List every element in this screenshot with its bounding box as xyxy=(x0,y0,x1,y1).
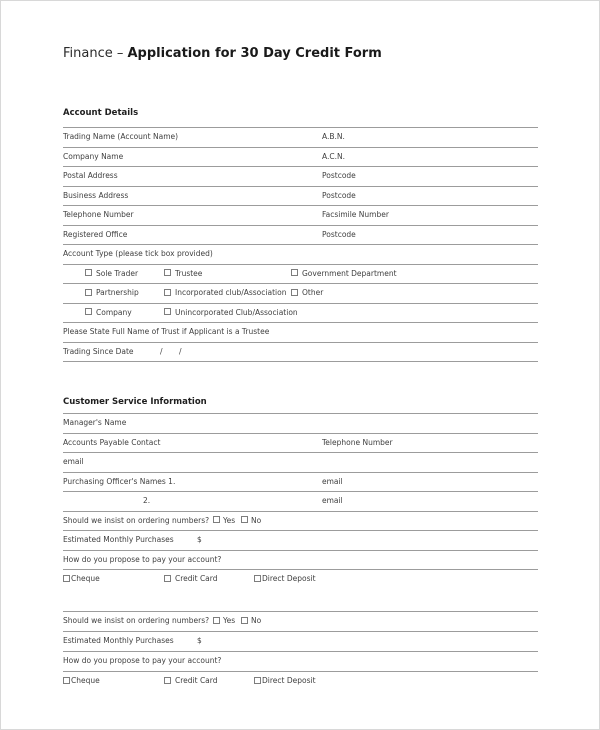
direct-deposit-checkbox[interactable] xyxy=(254,575,261,582)
registered-office-label: Registered Office xyxy=(63,229,128,239)
postal-address-label: Postal Address xyxy=(63,171,118,180)
ordering-numbers-question: Should we insist on ordering numbers? xyxy=(63,616,210,625)
credit-card-label: Credit Card xyxy=(175,574,218,583)
incorporated-club-option xyxy=(164,288,286,297)
unincorporated-club-label: Unincorporated Club/Association xyxy=(175,307,298,317)
field-row-trading-name xyxy=(63,127,538,147)
account-type-options-row-2 xyxy=(63,283,538,303)
credit-card-option xyxy=(164,676,217,685)
account-type-options-row-3 xyxy=(63,303,538,323)
page-title xyxy=(63,46,382,61)
accounts-payable-label: Accounts Payable Contact xyxy=(63,437,161,447)
telephone-number-label: Telephone Number xyxy=(63,210,134,219)
payment-question-row-1 xyxy=(63,550,538,570)
trust-name-label: Please State Full Name of Trust if Applicant is a Trustee xyxy=(63,327,270,336)
other-label: Other xyxy=(302,288,324,297)
managers-name-row xyxy=(63,413,538,433)
cheque-option xyxy=(63,676,100,685)
partnership-label: Partnership xyxy=(96,288,139,297)
credit-card-checkbox[interactable] xyxy=(164,575,171,582)
no-label: No xyxy=(251,616,262,625)
sole-trader-checkbox[interactable] xyxy=(85,269,92,276)
no-checkbox[interactable] xyxy=(241,617,248,624)
customer-service-heading: Customer Service Information xyxy=(63,397,207,407)
field-row-business-address xyxy=(63,186,538,206)
cheque-label: Cheque xyxy=(71,676,100,685)
incorporated-club-label: Incorporated club/Association xyxy=(175,288,287,297)
monthly-purchases-row-2 xyxy=(63,631,538,651)
company-option xyxy=(85,308,132,317)
postcode-label: Postcode xyxy=(322,229,356,239)
account-section-closing-line xyxy=(63,361,538,362)
yes-checkbox[interactable] xyxy=(213,617,220,624)
direct-deposit-option xyxy=(254,676,316,685)
direct-deposit-option xyxy=(254,574,316,583)
trust-name-row xyxy=(63,322,538,342)
acn-label: A.C.N. xyxy=(322,151,345,161)
credit-card-checkbox[interactable] xyxy=(164,677,171,684)
account-details-heading: Account Details xyxy=(63,108,139,118)
page-title-bold: Application for 30 Day Credit Form xyxy=(127,46,382,61)
monthly-purchases-label: Estimated Monthly Purchases xyxy=(63,535,174,544)
email-label: email xyxy=(63,457,84,466)
trustee-checkbox[interactable] xyxy=(164,269,171,276)
yes-checkbox[interactable] xyxy=(213,516,220,523)
unincorporated-club-option xyxy=(164,308,298,317)
ordering-numbers-row-1 xyxy=(63,511,538,531)
credit-card-label: Credit Card xyxy=(175,676,218,685)
yes-label: Yes xyxy=(223,515,236,525)
ordering-numbers-question: Should we insist on ordering numbers? xyxy=(63,515,210,525)
monthly-purchases-row-1 xyxy=(63,530,538,550)
field-row-telephone xyxy=(63,205,538,225)
yes-option xyxy=(213,516,235,525)
company-label: Company xyxy=(96,307,132,317)
trustee-option xyxy=(164,269,202,278)
partnership-option xyxy=(85,288,139,297)
postcode-label: Postcode xyxy=(322,171,356,180)
dollar-sign: $ xyxy=(197,535,202,544)
credit-card-option xyxy=(164,574,217,583)
yes-label: Yes xyxy=(223,616,236,625)
payment-options-row-1 xyxy=(63,569,538,589)
field-row-postal-address xyxy=(63,166,538,186)
trading-name-label: Trading Name (Account Name) xyxy=(63,132,179,141)
other-option xyxy=(291,288,323,297)
other-checkbox[interactable] xyxy=(291,289,298,296)
field-row-company-name xyxy=(63,147,538,167)
payment-question: How do you propose to pay your account? xyxy=(63,554,222,564)
ordering-numbers-row-2 xyxy=(63,611,538,631)
payment-question-row-2 xyxy=(63,651,538,671)
account-type-options-row-1 xyxy=(63,264,538,284)
sole-trader-option xyxy=(85,269,138,278)
email-label: email xyxy=(322,476,343,486)
company-checkbox[interactable] xyxy=(85,308,92,315)
facsimile-number-label: Facsimile Number xyxy=(322,210,389,219)
cheque-label: Cheque xyxy=(71,574,100,583)
date-separator: / xyxy=(179,346,182,356)
direct-deposit-label: Direct Deposit xyxy=(262,574,316,583)
government-department-label: Government Department xyxy=(302,268,397,278)
unincorporated-club-checkbox[interactable] xyxy=(164,308,171,315)
email-row xyxy=(63,452,538,472)
sole-trader-label: Sole Trader xyxy=(96,268,139,278)
purchasing-officer-2-label: 2. xyxy=(143,496,151,505)
purchasing-officer-2-row xyxy=(63,491,538,511)
cheque-checkbox[interactable] xyxy=(63,575,70,582)
monthly-purchases-label: Estimated Monthly Purchases xyxy=(63,636,174,645)
trustee-label: Trustee xyxy=(175,268,203,278)
account-type-label: Account Type (please tick box provided) xyxy=(63,249,213,258)
company-name-label: Company Name xyxy=(63,151,124,161)
account-type-row xyxy=(63,244,538,264)
managers-name-label: Manager's Name xyxy=(63,418,127,427)
cheque-checkbox[interactable] xyxy=(63,677,70,684)
no-option xyxy=(241,616,261,625)
purchasing-officer-1-row xyxy=(63,472,538,492)
direct-deposit-label: Direct Deposit xyxy=(262,676,316,685)
dollar-sign: $ xyxy=(197,636,202,645)
business-address-label: Business Address xyxy=(63,190,129,200)
direct-deposit-checkbox[interactable] xyxy=(254,677,261,684)
yes-option xyxy=(213,616,235,625)
abn-label: A.B.N. xyxy=(322,132,345,141)
trading-since-row xyxy=(63,342,538,362)
date-separator: / xyxy=(160,346,163,356)
no-checkbox[interactable] xyxy=(241,516,248,523)
payment-options-row-2 xyxy=(63,671,538,691)
trading-since-label: Trading Since Date xyxy=(63,346,134,356)
no-option xyxy=(241,516,261,525)
payment-question: How do you propose to pay your account? xyxy=(63,656,222,665)
partnership-checkbox[interactable] xyxy=(85,289,92,296)
incorporated-club-checkbox[interactable] xyxy=(164,289,171,296)
email-label: email xyxy=(322,496,343,505)
postcode-label: Postcode xyxy=(322,190,356,200)
no-label: No xyxy=(251,515,262,525)
government-department-option xyxy=(291,269,397,278)
page-title-prefix: Finance – xyxy=(63,46,128,61)
purchasing-officer-1-label: Purchasing Officer's Names 1. xyxy=(63,476,176,486)
field-row-registered-office xyxy=(63,225,538,245)
accounts-payable-row xyxy=(63,433,538,453)
cheque-option xyxy=(63,574,100,583)
telephone-number-label: Telephone Number xyxy=(322,437,393,447)
government-department-checkbox[interactable] xyxy=(291,269,298,276)
